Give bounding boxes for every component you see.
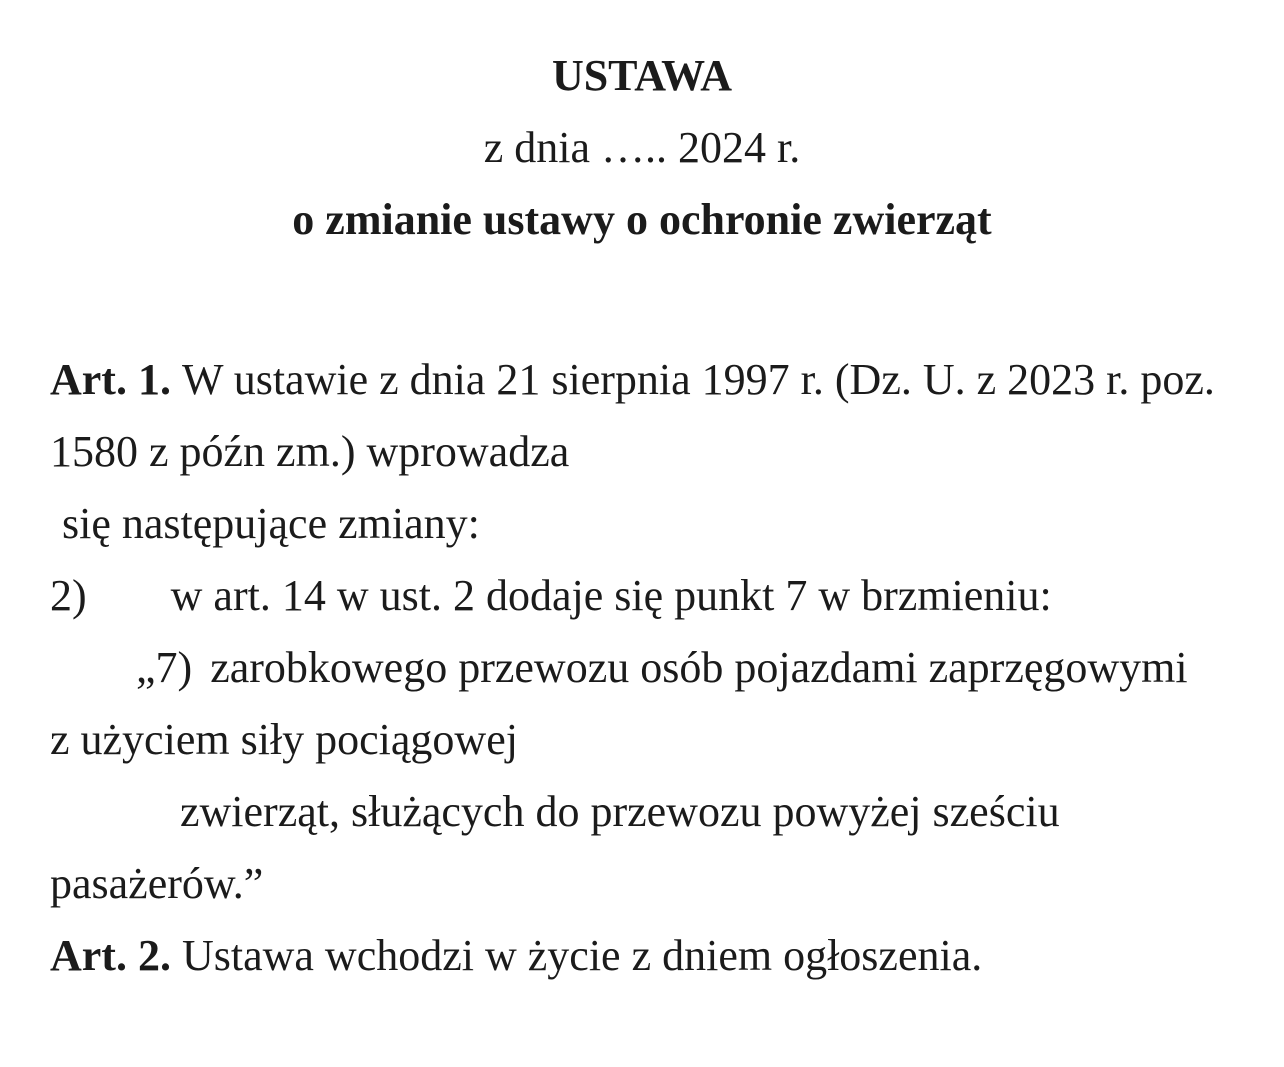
article-2-line (50, 920, 1229, 992)
point-7-line-4: pasażerów.” (50, 859, 264, 908)
article-2-label: Art. 2. (50, 931, 171, 980)
point-2-marker: 2) (50, 571, 87, 620)
act-subject-line: o zmianie ustawy o ochronie zwierząt (292, 195, 992, 244)
point-7-marker: „7) (136, 643, 193, 692)
document-body (0, 344, 1284, 992)
point-7-text: zarobkowego przewozu osób pojazdami zaprzęgowymi (210, 643, 1188, 692)
article-2-text: Ustawa wchodzi w życie z dniem ogłoszenia. (181, 931, 983, 980)
point-2-line (50, 560, 1229, 632)
point-7-line-3: zwierząt, służących do przewozu powyżej sześciu (180, 787, 1060, 836)
article-1-line-3: się następujące zmiany: (62, 499, 480, 548)
act-title: USTAWA (551, 51, 733, 100)
point-2-text: w art. 14 w ust. 2 dodaje się punkt 7 w brzmieniu: (170, 571, 1052, 620)
article-1-line-1 (50, 344, 1229, 416)
article-1-label: Art. 1. (50, 355, 171, 404)
act-date-line: z dnia ….. 2024 r. (483, 123, 801, 172)
article-1-line-2: 1580 z późn zm.) wprowadza (50, 427, 570, 476)
article-1-text: W ustawie z dnia 21 sierpnia 1997 r. (Dz. U. z 2023 r. poz. (181, 355, 1215, 404)
document-title-block (0, 0, 1284, 256)
point-7-line-1 (50, 632, 1229, 704)
point-7-line-2: z użyciem siły pociągowej (50, 715, 518, 764)
